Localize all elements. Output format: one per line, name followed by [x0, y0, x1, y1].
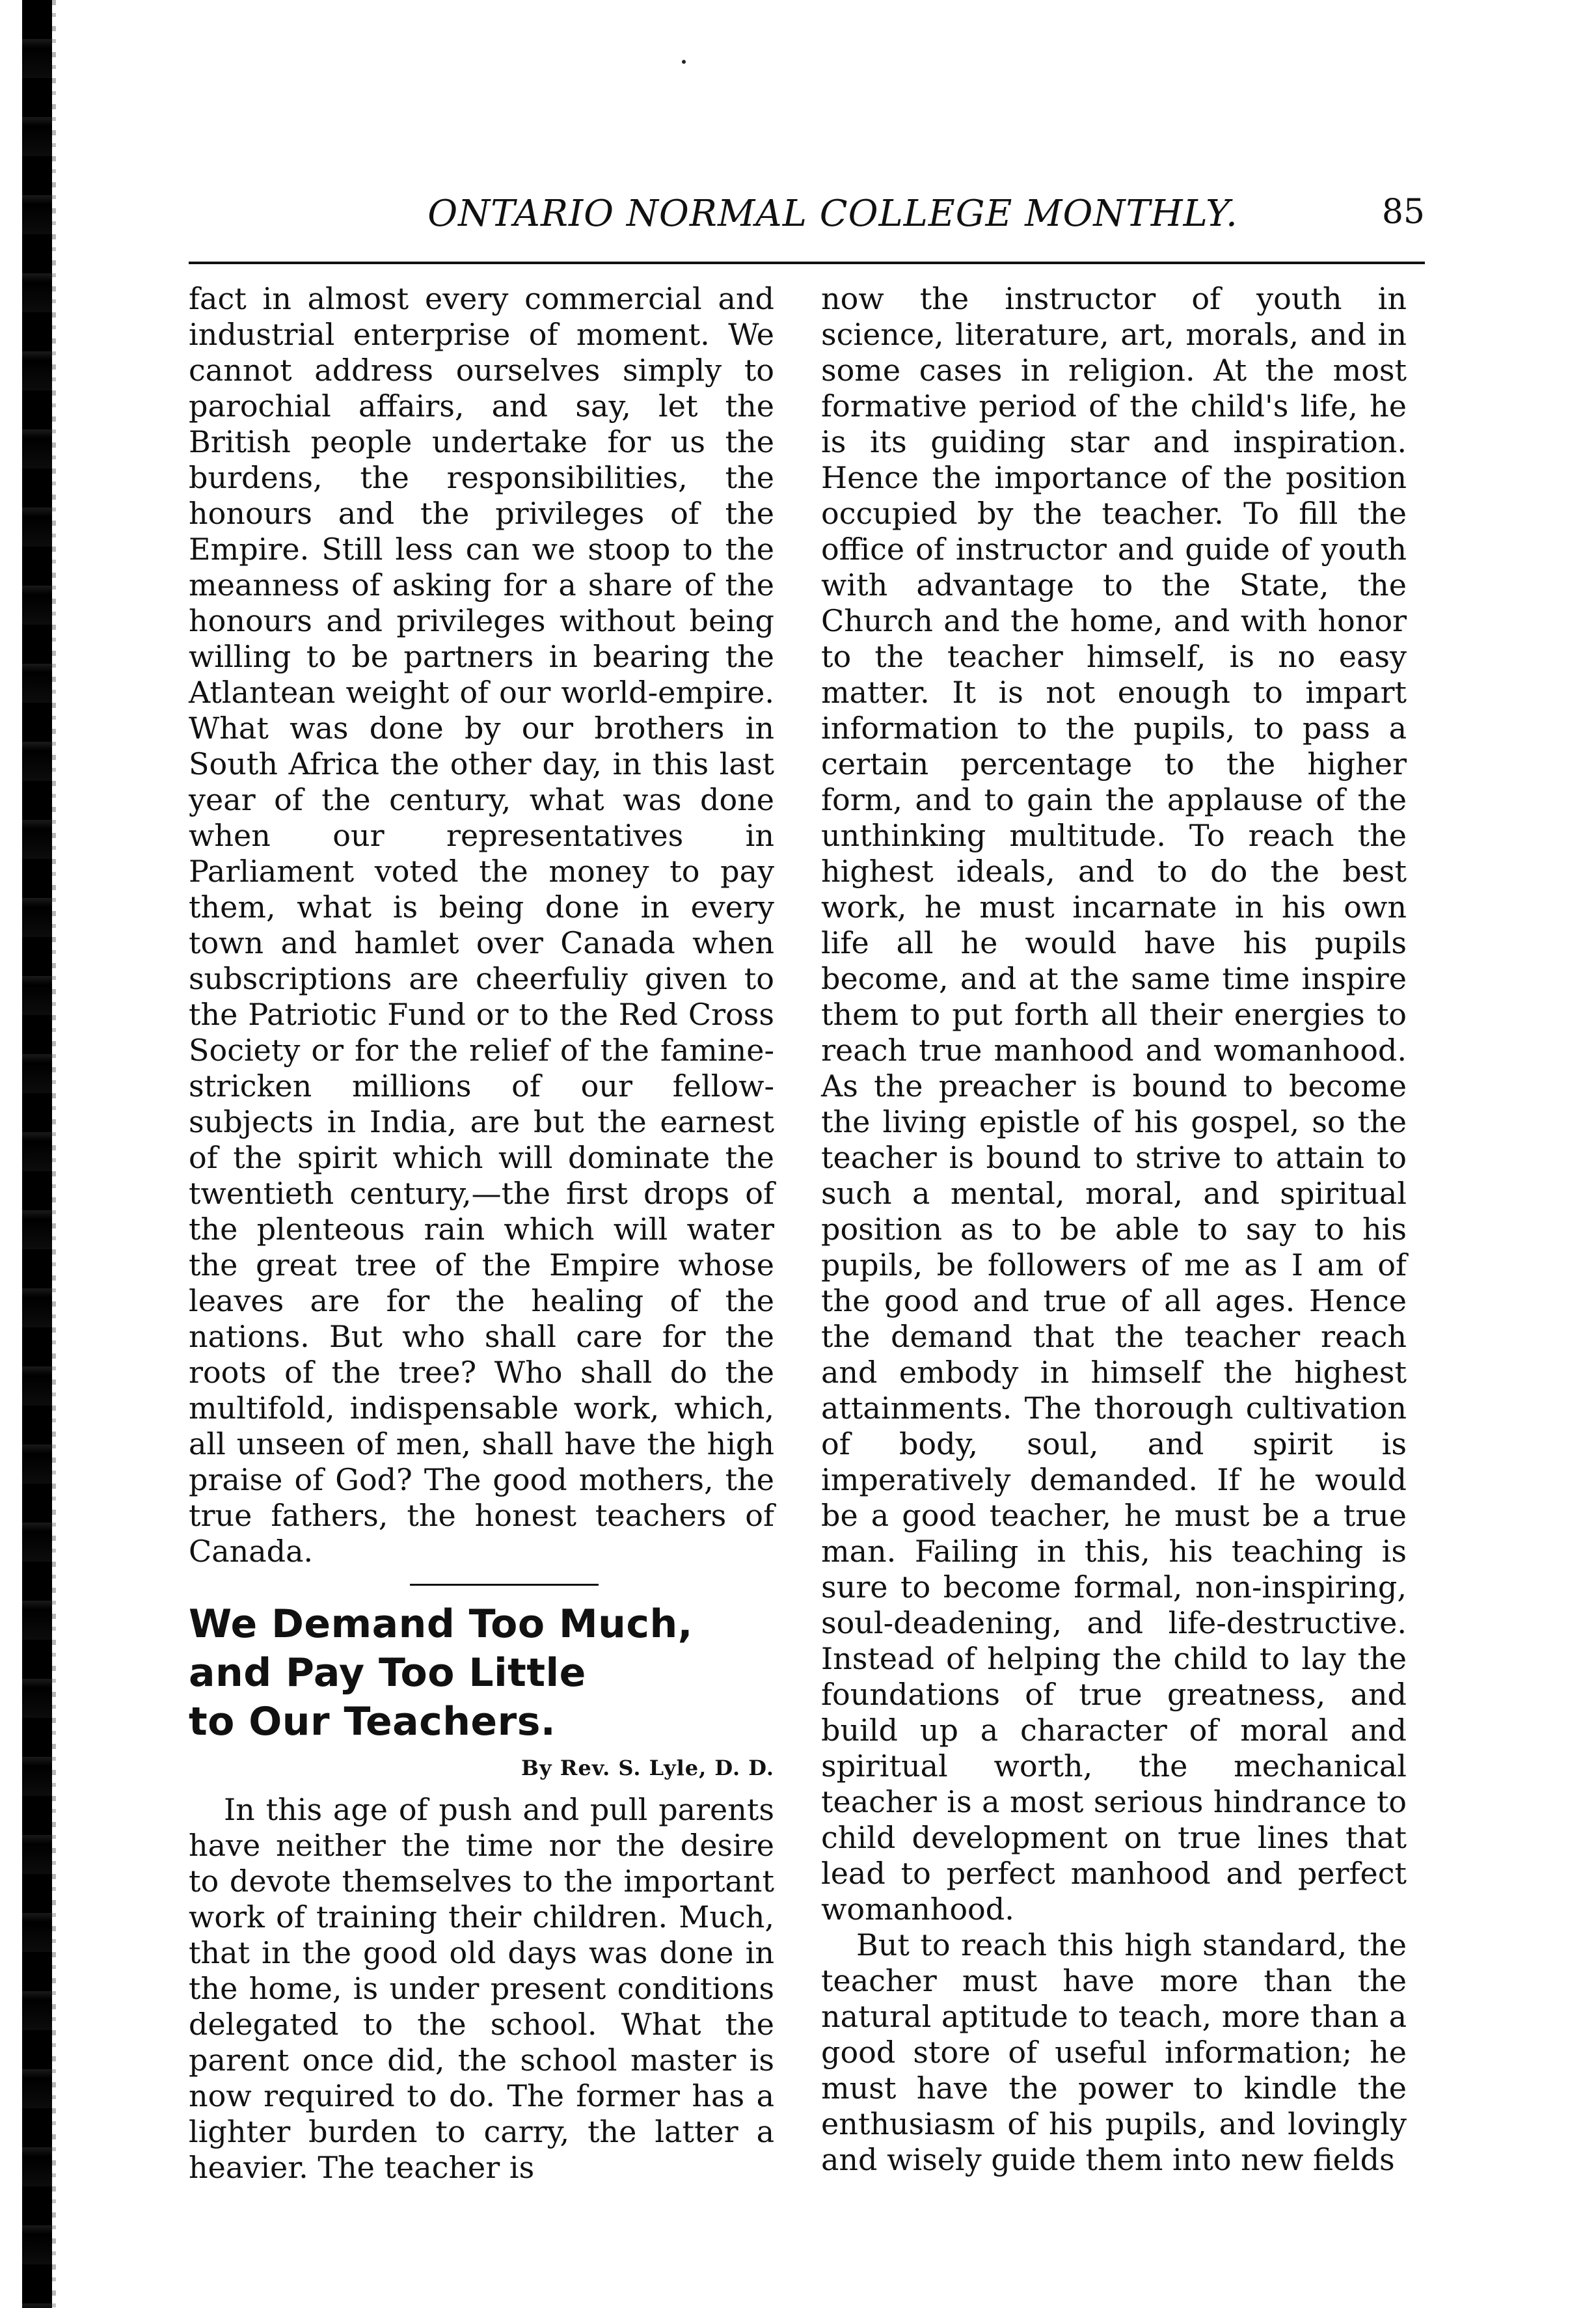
page-number: 85	[1381, 193, 1425, 232]
article-separator-rule	[410, 1584, 599, 1586]
header-rule	[189, 262, 1425, 264]
article-title-line: to Our Teachers.	[189, 1699, 556, 1745]
article-title-line: and Pay Too Little	[189, 1650, 586, 1696]
article-title	[189, 1600, 774, 1746]
continued-paragraph: fact in almost every commercial and industrial enterprise of moment. We cannot address ourselves simply to parochial affairs, and say, let the British people undertake for us the burdens, the responsibilities, the honours and the privileges of the Empire. Still less can we stoop to the meanness of asking for a share of the honours and privileges without being willing to be partners in bearing the Atlantean weight of our world-empire. What was done by our brothers in South Africa the other day, in this last year of the century, what was done when our representatives in Parliament voted the money to pay them, what is being done in every town and hamlet over Canada when subscriptions are cheerfuliy given to the Patriotic Fund or to the Red Cross Society or for the relief of the famine-stricken millions of our fellow-subjects in India, are but the earnest of the spirit which will dominate the twentieth century,—the first drops of the plenteous rain which will water the great tree of the Empire whose leaves are for the healing of the nations. But who shall care for the roots of the tree? Who shall do the multifold, indispensable work, which, all unseen of men, shall have the high praise of God? The good mothers, the true fathers, the honest teachers of Canada.	[189, 281, 774, 1569]
left-column	[189, 281, 774, 2186]
ink-speck	[682, 60, 686, 64]
article-title-line: We Demand Too Much,	[189, 1601, 693, 1647]
article-byline: By Rev. S. Lyle, D. D.	[521, 1756, 774, 1780]
right-column	[821, 281, 1407, 2178]
article-paragraph: In this age of push and pull parents have neither the time nor the desire to devote themselves to the important work of training their children. Much, that in the good old days was done in the home, is under present conditions delegated to the school. What the parent once did, the school master is now required to do. The former has a lighter burden to carry, the latter a heavier. The teacher is	[189, 1792, 774, 2185]
journal-title: ONTARIO NORMAL COLLEGE MONTHLY.	[427, 193, 1238, 235]
article-paragraph: now the instructor of youth in science, literature, art, morals, and in some cases in religion. At the most formative period of the child's life, he is its guiding star and inspiration. Hence the importance of the position occupied by the teacher. To fill the office of instructor and guide of youth with advantage to the State, the Church and the home, and with honor to the teacher himself, is no easy matter. It is not enough to impart information to the pupils, to pass a certain percentage to the higher form, and to gain the applause of the unthinking multitude. To reach the highest ideals, and to do the best work, he must incarnate in his own life all he would have his pupils become, and at the same time inspire them to put forth all their energies to reach true manhood and womanhood. As the preacher is bound to become the living epistle of his gospel, so the teacher is bound to strive to attain to such a mental, moral, and spiritual position as to be able to say to his pupils, be followers of me as I am of the good and true of all ages. Hence the demand that the teacher reach and embody in himself the highest attainments. The thorough cultivation of body, soul, and spirit is imperatively demanded. If he would be a good teacher, he must be a true man. Failing in this, his teaching is sure to become formal, non-inspiring, soul-deadening, and life-destructive. Instead of helping the child to lay the foundations of true greatness, and build up a character of moral and spiritual worth, the mechanical teacher is a most serious hindrance to child development on true lines that lead to perfect manhood and perfect womanhood.	[821, 281, 1407, 1927]
running-head	[189, 193, 1425, 238]
page-binding-edge	[22, 0, 52, 2308]
article-paragraph: But to reach this high standard, the teacher must have more than the natural aptitude to teach, more than a good store of useful information; he must have the power to kindle the enthusiasm of his pupils, and lovingly and wisely guide them into new fields	[821, 1927, 1407, 2177]
